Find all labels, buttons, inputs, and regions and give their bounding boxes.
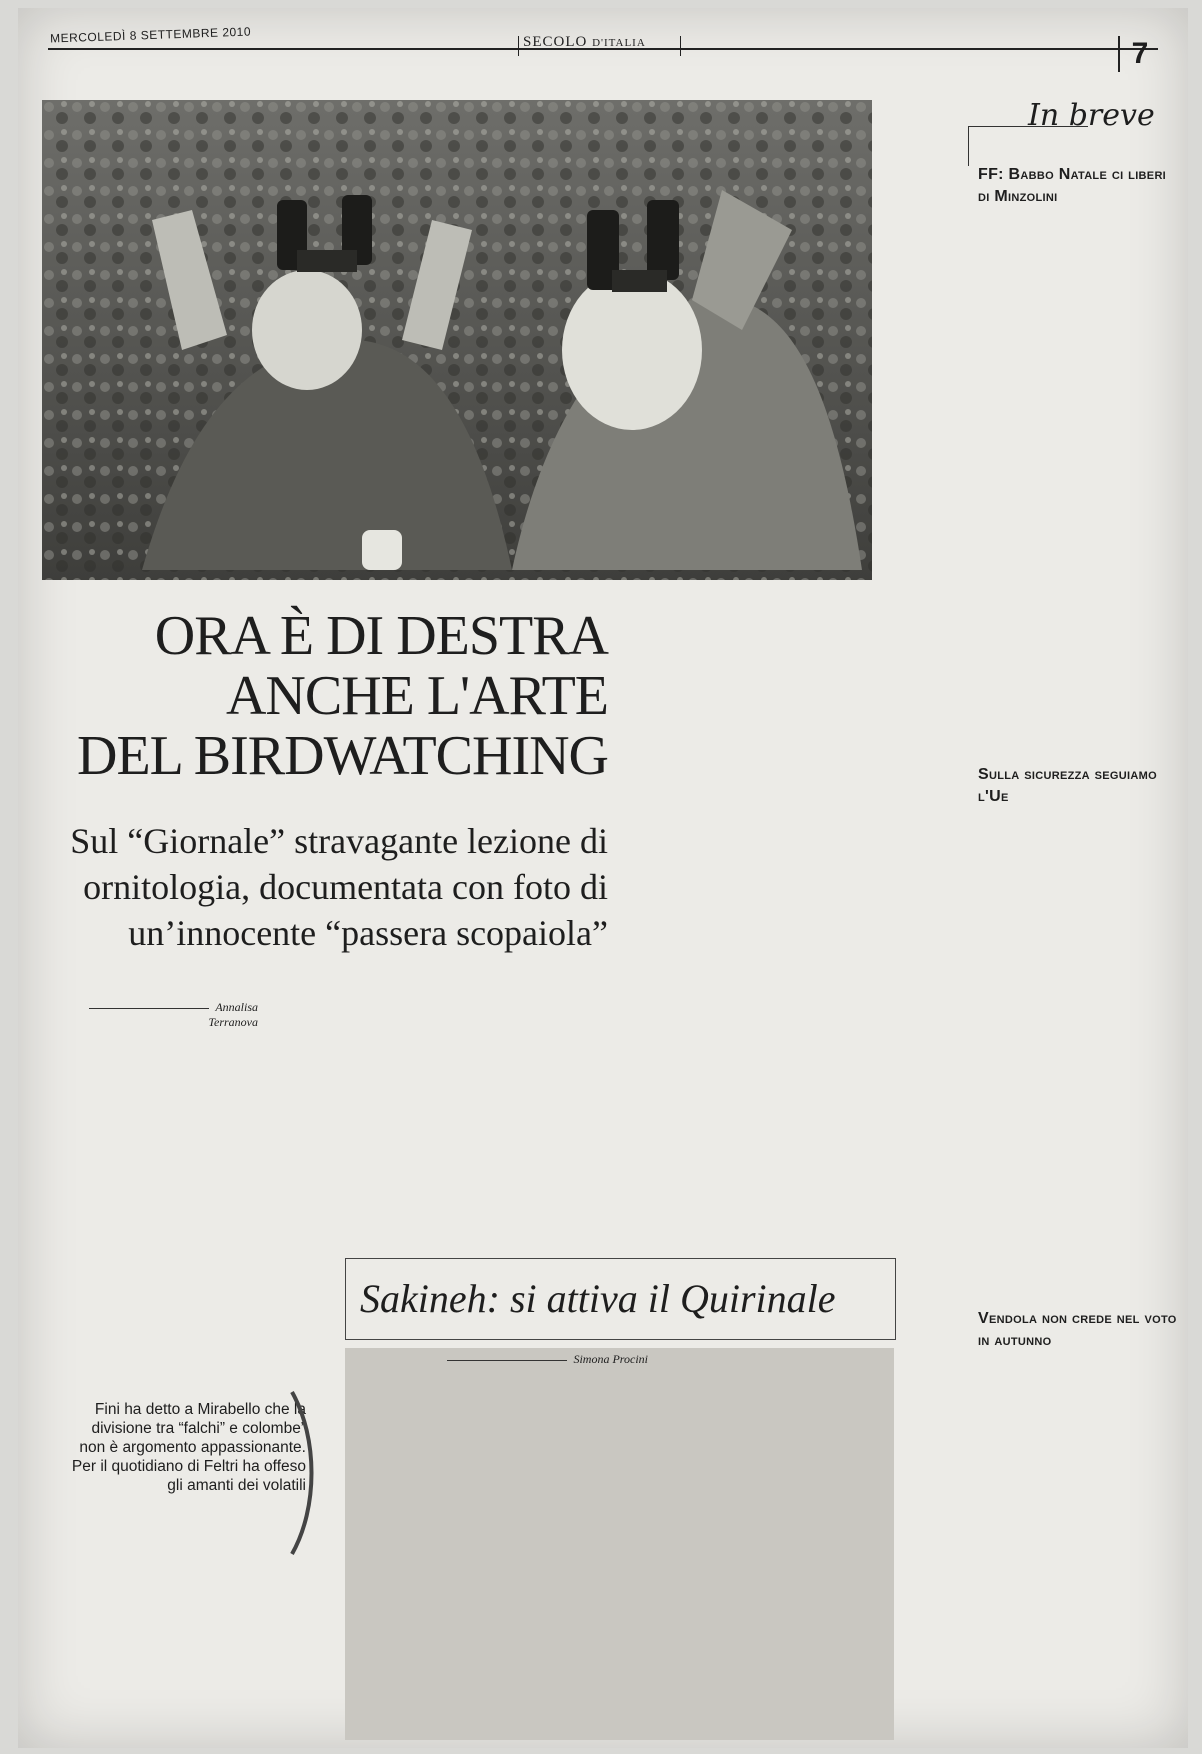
- masthead-divider-right: [680, 36, 681, 56]
- newspaper-page: [18, 8, 1188, 1748]
- brief-title-sicurezza: Sulla sicurezza seguiamo l'Ue: [978, 766, 1157, 805]
- sakineh-title: Sakineh: si attiva il Quirinale: [360, 1276, 836, 1321]
- sakineh-shaded-panel: [345, 1348, 894, 1740]
- in-breve-rule: [968, 126, 1088, 127]
- sakineh-byline: [418, 1352, 648, 1367]
- header-rule: [48, 48, 1158, 50]
- headline-line-3: DEL BIRDWATCHING: [77, 725, 608, 787]
- pull-quote: Fini ha detto a Mirabello che la divisione tra “falchi” e colombe” non è argomento appassionante. Per il quotidiano di Feltri ha offeso gli amanti dei volatili: [71, 1401, 306, 1494]
- page-number: 7: [1118, 36, 1160, 72]
- article-byline: [58, 1000, 258, 1030]
- photo-illustration: [42, 100, 872, 580]
- brief-title-minzolini: FF: Babbo Natale ci liberi di Minzolini: [978, 166, 1167, 205]
- brief-title-vendola: Vendola non crede nel voto in autunno: [978, 1310, 1177, 1349]
- in-breve-corner: [968, 126, 969, 166]
- byline-rule: [89, 1008, 209, 1009]
- article-headline: [38, 606, 608, 786]
- sakineh-byline-author: Simona Procini: [573, 1352, 648, 1366]
- sakineh-byline-rule: [447, 1360, 567, 1361]
- masthead-divider-left: [518, 36, 519, 56]
- sakineh-title-box: [345, 1258, 896, 1340]
- article-subhead: Sul “Giornale” stravagante lezione di ornitologia, documentata con foto di un’innocente “passera scopaiola”: [70, 821, 608, 953]
- masthead-small: D'ITALIA: [592, 37, 646, 49]
- issue-date: MERCOLEDÌ 8 SETTEMBRE 2010: [49, 24, 252, 46]
- birdwatching-photo: [42, 100, 872, 580]
- headline-line-2: ANCHE L'ARTE: [225, 665, 608, 727]
- masthead-main: SECOLO: [523, 34, 588, 50]
- in-breve-label: In breve: [1028, 98, 1155, 133]
- headline-line-1: ORA È DI DESTRA: [154, 605, 608, 667]
- pull-quote-bracket: [288, 1388, 318, 1558]
- byline-author: Annalisa Terranova: [208, 1000, 258, 1029]
